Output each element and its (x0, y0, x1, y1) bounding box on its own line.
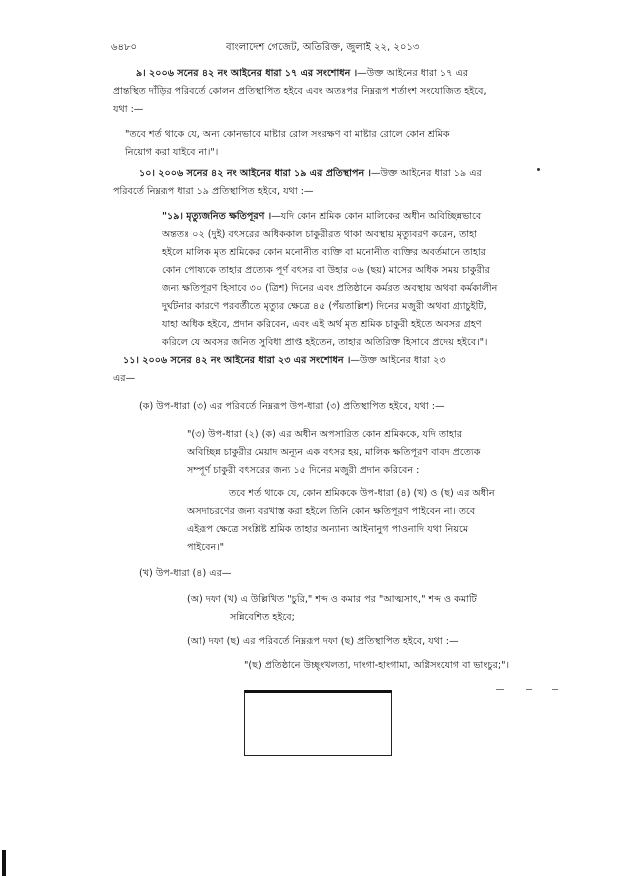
section-10-quote: করিলে যে অবসর জনিত সুবিধা প্রাপ্ত হইতেন, তাহার অতিরিক্ত হিসাবে প্রদেয় হইবে।"। (162, 337, 488, 348)
section-10-text: পরিবর্তে নিম্নরূপ ধারা ১৯ প্রতিস্থাপিত হইবে, যথা :— (113, 186, 314, 197)
clause-ka-proviso: এইরূপ ক্ষেত্রে সংশ্লিষ্ট শ্রমিক তাহার অন্যান্য আইনানুগ পাওনাদি যথা নিয়মে (187, 524, 469, 535)
scan-edge-mark (2, 850, 6, 876)
divider (496, 689, 504, 690)
section-10-quote: অন্ততঃ ০২ (দুই) বৎসরের অধিককাল চাকুরীরত থাকা অবস্থায় মৃত্যুবরণ করেন, তাহা (162, 229, 477, 240)
section-10-first-line: ১০। ২০০৬ সনের ৪২ নং আইনের ধারা ১৯ এর প্রতিস্থাপন ।—উক্ত আইনের ধারা ১৯ এর (139, 168, 482, 179)
section-11-first-line: ১১। ২০০৬ সনের ৪২ নং আইনের ধারা ২৩ এর সংশোধন ।—উক্ত আইনের ধারা ২৩ (123, 355, 446, 366)
clause-kha: (খ) উপ-ধারা (৪) এর— (139, 568, 232, 579)
section-11-heading: ১১। ২০০৬ সনের ৪২ নং আইনের ধারা ২৩ এর সংশোধন । (123, 355, 351, 366)
sub-clause-aa-quote: "(ছ) প্রতিষ্ঠানে উচ্ছৃংখলতা, দাংগা-হাংগামা, অগ্নিসংযোগ বা ভাংচুর;"। (244, 660, 510, 671)
section-10-quote: জন্য ক্ষতিপূরণ হিসাবে ৩০ (ত্রিশ) দিনের এবং প্রতিষ্ঠানে কর্মরত অবস্থায় অথবা কর্মকালীন (162, 283, 498, 294)
sub-clause-aa: (আ) দফা (ছ) এর পরিবর্তে নিম্নরূপ দফা (ছ) প্রতিস্থাপিত হইবে, যথা :— (187, 636, 459, 647)
section-9-text: প্রান্তস্থিত দাঁড়ির পরিবর্তে কোলন প্রতিস্থাপিত হইবে এবং অতঃপর নিম্নরূপ শর্তাংশ সংযোজিত হইবে, (113, 86, 487, 97)
section-11-text: এর— (113, 373, 136, 384)
divider (526, 689, 532, 690)
divider (552, 689, 558, 690)
blank-stamp-box (244, 690, 392, 756)
clause-ka: (ক) উপ-ধারা (৩) এর পরিবর্তে নিম্নরূপ উপ-ধারা (৩) প্রতিস্থাপিত হইবে, যথা :— (139, 401, 445, 412)
section-9-text: যথা :— (113, 104, 144, 115)
sub-clause-a: সন্নিবেশিত হইবে; (230, 612, 295, 623)
clause-ka-quote: অবিচ্ছিন্ন চাকুরীর মেয়াদ অন্যূন এক বৎসর হয়, মালিক ক্ষতিপূরণ বাবদ প্রত্যেক (187, 447, 481, 458)
section-9-quote: নিয়োগ করা যাইবে না।"। (125, 147, 219, 158)
section-9-heading: ৯। ২০০৬ সনের ৪২ নং আইনের ধারা ১৭ এর সংশোধন । (136, 68, 358, 79)
sub-clause-a: (অ) দফা (খ) এ উল্লিখিত "চুরি," শব্দ ও কমার পর "আত্মসাৎ," শব্দ ও কমাটি (187, 594, 477, 605)
section-10-quote: কোন পোষ্যকে তাহার প্রত্যেক পূর্ণ বৎসর বা উহার ০৬ (ছয়) মাসের অধিক সময় চাকুরীর (162, 265, 490, 276)
clause-ka-proviso: পাইবেন।" (187, 542, 225, 553)
section-9-quote: "তবে শর্ত থাকে যে, অন্য কোনভাবে মাষ্টার রোল সংরক্ষণ বা মাষ্টার রোলে কোন শ্রমিক (125, 129, 450, 140)
section-10-quote: যাহা অধিক হইবে, প্রদান করিবেন, এবং এই অর্থ মৃত শ্রমিক চাকুরী হইতে অবসর গ্রহণ (162, 319, 482, 330)
section-10-quote: দুর্ঘটনার কারণে পরবর্তীতে মৃত্যুর ক্ষেত্রে ৪৫ (পঁয়তাল্লিশ) দিনের মজুরী অথবা গ্র্যাচুইটি, (162, 301, 487, 312)
clause-ka-proviso: তবে শর্ত থাকে যে, কোন শ্রমিককে উপ-ধারা (৪) (খ) ও (ছ) এর অধীন (229, 488, 495, 499)
section-10-quote: হইলে মালিক মৃত শ্রমিকের কোন মনোনীত ব্যক্তি বা মনোনীত ব্যক্তির অবর্তমানে তাহার (162, 247, 486, 258)
clause-ka-quote: "(৩) উপ-ধারা (২) (ক) এর অধীন অপসারিত কোন শ্রমিককে, যদি তাহার (187, 429, 462, 440)
section-10-heading: ১০। ২০০৬ সনের ৪২ নং আইনের ধারা ১৯ এর প্রতিস্থাপন । (139, 168, 371, 179)
scan-dot (537, 168, 540, 171)
section-10-quote-first-line: "১৯। মৃত্যুজনিত ক্ষতিপূরণ ।—যদি কোন শ্রমিক কোন মালিকের অধীন অবিচ্ছিন্নভাবে (162, 211, 482, 222)
clause-ka-quote: সম্পূর্ণ চাকুরী বৎসরের জন্য ১৫ দিনের মজুরী প্রদান করিবেন : (187, 465, 420, 476)
page-number: ৬৪৮০ (111, 42, 137, 53)
section-19-heading: "১৯। মৃত্যুজনিত ক্ষতিপূরণ । (162, 211, 272, 222)
gazette-title: বাংলাদেশ গেজেট, অতিরিক্ত, জুলাই ২২, ২০১৩ (226, 42, 420, 53)
clause-ka-proviso: অসদাচরণের জন্য বরখাস্ত করা হইলে তিনি কোন ক্ষতিপূরণ পাইবেন না। তবে (187, 506, 476, 517)
section-9-first-line: ৯। ২০০৬ সনের ৪২ নং আইনের ধারা ১৭ এর সংশোধন ।—উক্ত আইনের ধারা ১৭ এর (136, 68, 469, 79)
